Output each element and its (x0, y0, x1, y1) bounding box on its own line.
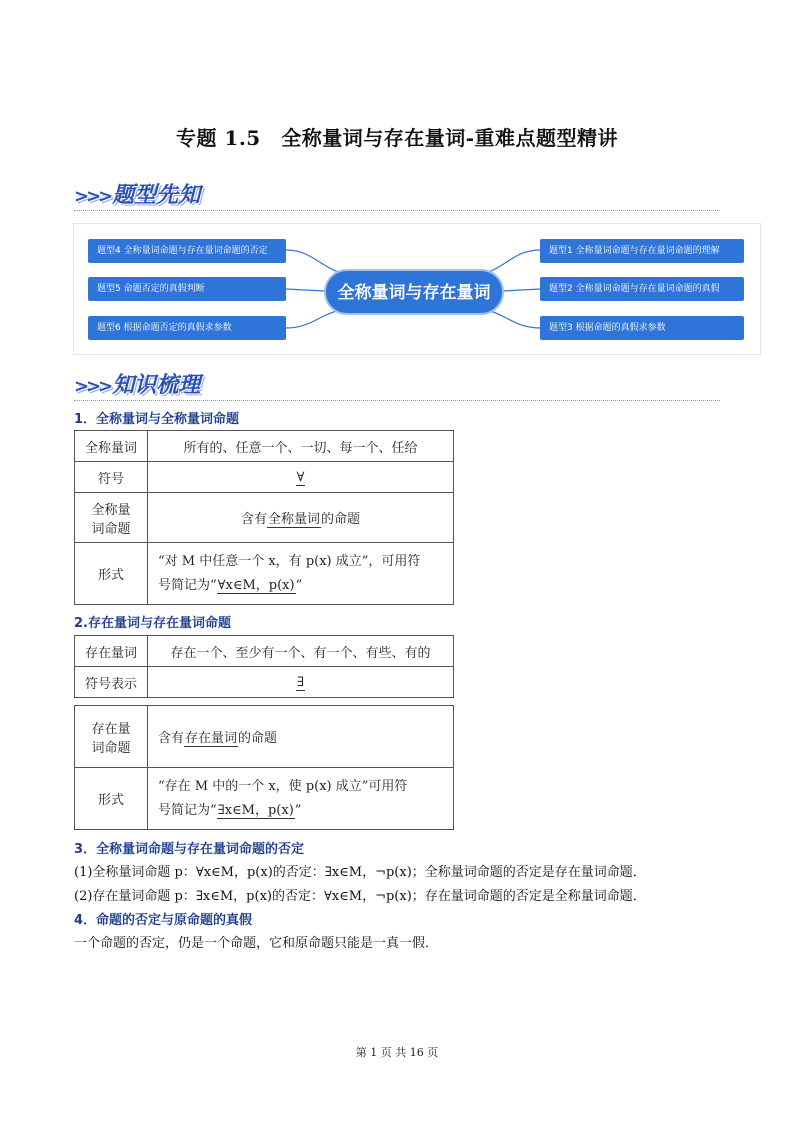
heading-3: 3．全称量词命题与存在量词命题的否定 (74, 842, 305, 857)
section-heading-knowledge (74, 368, 200, 402)
label-line: 词命题 (91, 740, 131, 756)
section-label: 题型先知 (112, 183, 201, 208)
underlined-text: ∃x∈M，p(x) (217, 802, 294, 818)
cell-value (148, 543, 454, 605)
mindmap-node-type4: 题型4 全称量词命题与存在量词命题的否定 (88, 239, 286, 263)
heading-1: 1．全称量词与全称量词命题 (74, 412, 240, 427)
label-line: 词命题 (91, 521, 131, 537)
paragraph-negation-universal: (1)全称量词命题 p：∀x∈M，p(x)的否定：∃x∈M，¬p(x)；全称量词命题的否定是存在量词命题． (74, 865, 646, 880)
cell-label: 形式 (75, 543, 148, 605)
universal-quantifier-table (74, 430, 454, 605)
cell-label: 存在量词 (75, 636, 148, 667)
arrows-icon: >>> (74, 186, 111, 207)
page-footer: 第 1 页 共 16 页 (355, 1046, 439, 1059)
mindmap-node-type2: 题型2 全称量词命题与存在量词命题的真假 (540, 277, 744, 301)
text: 号简记为“ (158, 577, 217, 593)
cell-value (148, 706, 454, 768)
text: 含有 (158, 731, 185, 746)
divider (74, 400, 720, 401)
cell-label: 符号表示 (75, 667, 148, 698)
exists-symbol: ∃ (296, 674, 305, 690)
text: 的命题 (321, 512, 361, 527)
cell-label: 符号 (75, 462, 148, 493)
cell-value: 所有的、任意一个、一切、每一个、任给 (148, 431, 454, 462)
text: 含有 (240, 512, 267, 527)
forall-symbol: ∀ (296, 469, 305, 485)
mindmap-node-type3: 题型3 根据命题的真假求参数 (540, 316, 744, 340)
existential-proposition-table (74, 705, 454, 830)
cell-label (75, 493, 148, 543)
cell-value (148, 768, 454, 830)
mind-map (74, 224, 760, 354)
cell-label: 全称量词 (75, 431, 148, 462)
page-title: 专题 1.5 全称量词与存在量词-重难点题型精讲 (175, 126, 619, 150)
mindmap-node-type6: 题型6 根据命题否定的真假求参数 (88, 316, 286, 340)
underlined-text: 存在量词 (185, 731, 238, 746)
paragraph-negation-existential: (2)存在量词命题 p：∃x∈M，p(x)的否定：∀x∈M，¬p(x)；存在量词命题的否定是全称量词命题． (74, 889, 646, 904)
text: “存在 M 中的一个 x，使 p(x) 成立”可用符 (158, 778, 408, 794)
text: 号简记为“ (158, 802, 217, 818)
section-heading-question-types (74, 178, 200, 212)
label-line: 全称量 (91, 502, 131, 518)
divider (74, 210, 720, 211)
underlined-text: ∀x∈M，p(x) (217, 577, 295, 593)
text: ” (295, 577, 303, 593)
cell-value (148, 493, 454, 543)
heading-4: 4．命题的否定与原命题的真假 (74, 913, 253, 928)
mindmap-node-type1: 题型1 全称量词命题与存在量词命题的理解 (540, 239, 744, 263)
cell-label: 形式 (75, 768, 148, 830)
underlined-text: 全称量词 (267, 512, 320, 527)
text: “对 M 中任意一个 x，有 p(x) 成立”，可用符 (158, 553, 421, 569)
mindmap-center-node: 全称量词与存在量词 (324, 269, 504, 315)
paragraph-truth: 一个命题的否定，仍是一个命题，它和原命题只能是一真一假． (74, 936, 439, 951)
cell-label (75, 706, 148, 768)
label-line: 存在量 (91, 721, 131, 737)
mindmap-node-type5: 题型5 命题否定的真假判断 (88, 277, 286, 301)
text: ” (294, 802, 302, 818)
text: 的命题 (238, 731, 278, 746)
cell-value (148, 462, 454, 493)
heading-2: 2.存在量词与存在量词命题 (74, 616, 231, 631)
arrows-icon: >>> (74, 376, 111, 397)
existential-quantifier-table (74, 635, 454, 698)
cell-value (148, 667, 454, 698)
cell-value: 存在一个、至少有一个、有一个、有些、有的 (148, 636, 454, 667)
section-label: 知识梳理 (112, 373, 201, 398)
